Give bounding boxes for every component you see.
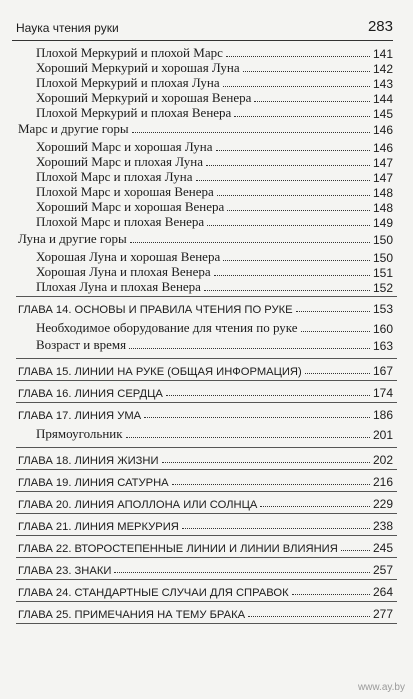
dot-leader — [130, 242, 370, 243]
toc-chapter-page: 277 — [372, 607, 393, 621]
dot-leader — [260, 506, 370, 507]
separator-line — [16, 358, 397, 359]
toc-entry-title: Хороший Меркурий и хорошая Луна — [36, 60, 240, 75]
toc-chapter-page: 238 — [372, 519, 393, 533]
toc-chapter-page: 264 — [372, 585, 393, 599]
toc-entry-title: Плохой Меркурий и плохая Венера — [36, 105, 232, 120]
toc-chapter-page: 186 — [372, 408, 393, 422]
dot-leader — [248, 616, 370, 617]
toc-entry-title: Плохой Марс и плохая Луна — [36, 169, 193, 184]
toc-chapter — [18, 472, 393, 489]
dot-leader — [182, 528, 370, 529]
running-title: Наука чтения руки — [16, 21, 119, 35]
toc-chapter-title: ГЛАВА 24. СТАНДАРТНЫЕ СЛУЧАИ ДЛЯ СПРАВОК — [18, 587, 289, 599]
toc-entry-page: 163 — [372, 339, 393, 353]
toc-entry-page: 150 — [372, 233, 393, 247]
toc-entry-title: Хороший Марс и хорошая Луна — [36, 139, 213, 154]
toc-entry — [36, 278, 393, 295]
separator-line — [16, 579, 397, 580]
toc-chapter-page: 153 — [372, 302, 393, 316]
toc-entry — [36, 336, 393, 353]
dot-leader — [223, 260, 370, 261]
toc-chapter-title: ГЛАВА 15. ЛИНИИ НА РУКЕ (ОБЩАЯ ИНФОРМАЦИЯ) — [18, 366, 302, 378]
toc-chapter — [18, 494, 393, 511]
toc-entry-page: 152 — [372, 281, 393, 295]
watermark: www.ay.by — [357, 682, 405, 693]
toc-chapter-title: ГЛАВА 16. ЛИНИЯ СЕРДЦА — [18, 388, 163, 400]
dot-leader — [301, 331, 370, 332]
dot-leader — [254, 101, 370, 102]
dot-leader — [305, 373, 370, 374]
toc-entry-page: 149 — [372, 216, 393, 230]
dot-leader — [204, 290, 370, 291]
toc-entry-title: Хороший Марс и плохая Луна — [36, 154, 203, 169]
toc-entry-title: Хорошая Луна и хорошая Венера — [36, 249, 221, 264]
toc-chapter-title: ГЛАВА 14. ОСНОВЫ И ПРАВИЛА ЧТЕНИЯ ПО РУКЕ — [18, 304, 293, 316]
toc-entry — [18, 120, 393, 137]
toc-chapter — [18, 299, 393, 316]
dot-leader — [206, 165, 370, 166]
toc-entry-title: Луна и другие горы — [18, 231, 127, 246]
dot-leader — [234, 116, 370, 117]
dot-leader — [227, 210, 370, 211]
dot-leader — [172, 484, 370, 485]
toc-chapter — [18, 604, 393, 621]
toc-chapter — [18, 405, 393, 422]
dot-leader — [126, 437, 370, 438]
dot-leader — [341, 550, 370, 551]
separator-line — [16, 402, 397, 403]
separator-line — [16, 623, 397, 624]
dot-leader — [223, 86, 370, 87]
dot-leader — [114, 572, 370, 573]
toc-entry-page: 148 — [372, 201, 393, 215]
dot-leader — [296, 311, 370, 312]
toc-chapter-page: 257 — [372, 563, 393, 577]
toc-chapter-title: ГЛАВА 23. ЗНАКИ — [18, 565, 112, 577]
separator-line — [16, 491, 397, 492]
toc-chapter — [18, 538, 393, 555]
toc-entry-title: Плохой Марс и хорошая Венера — [36, 184, 214, 199]
toc-chapter-page: 174 — [372, 386, 393, 400]
separator-line — [16, 535, 397, 536]
toc-chapter — [18, 560, 393, 577]
toc-entry-title: Хороший Меркурий и хорошая Венера — [36, 90, 252, 105]
toc-chapter — [18, 383, 393, 400]
toc-entry-title: Хороший Марс и хорошая Венера — [36, 199, 225, 214]
toc-chapter-page: 202 — [372, 453, 393, 467]
toc-entry-page: 147 — [372, 171, 393, 185]
separator-line — [16, 296, 397, 297]
dot-leader — [129, 348, 370, 349]
toc-entry-page: 146 — [372, 123, 393, 137]
toc-chapter-title: ГЛАВА 22. ВТОРОСТЕПЕННЫЕ ЛИНИИ И ЛИНИИ ВЛИЯНИЯ — [18, 543, 338, 555]
page-number: 283 — [367, 18, 393, 35]
toc-entry-page: 201 — [372, 428, 393, 442]
toc-entry-title: Плохой Меркурий и плохой Марс — [36, 45, 223, 60]
toc-chapter-page: 229 — [372, 497, 393, 511]
toc-chapter-page: 167 — [372, 364, 393, 378]
dot-leader — [216, 150, 370, 151]
dot-leader — [226, 56, 370, 57]
toc-entry-page: 160 — [372, 322, 393, 336]
toc-entry — [36, 104, 393, 121]
toc-entry-title: Плохая Луна и плохая Венера — [36, 279, 201, 294]
dot-leader — [162, 462, 370, 463]
toc-chapter-page: 216 — [372, 475, 393, 489]
dot-leader — [144, 417, 370, 418]
separator-line — [16, 557, 397, 558]
toc-entry-title: Необходимое оборудование для чтения по руке — [36, 320, 298, 335]
toc-entry-page: 141 — [372, 47, 393, 61]
toc-chapter-page: 245 — [372, 541, 393, 555]
dot-leader — [166, 395, 370, 396]
toc-entry-title: Плохой Марс и плохая Венера — [36, 214, 205, 229]
toc-entry-title: Плохой Меркурий и плохая Луна — [36, 75, 220, 90]
toc-chapter — [18, 582, 393, 599]
toc-chapter — [18, 361, 393, 378]
toc-entry-title: Марс и другие горы — [18, 121, 129, 136]
toc-entry-title: Хорошая Луна и плохая Венера — [36, 264, 211, 279]
dot-leader — [214, 275, 370, 276]
dot-leader — [196, 180, 370, 181]
toc-entry-page: 142 — [372, 62, 393, 76]
dot-leader — [217, 195, 370, 196]
toc-chapter-title: ГЛАВА 20. ЛИНИЯ АПОЛЛОНА ИЛИ СОЛНЦА — [18, 499, 258, 511]
dot-leader — [207, 225, 370, 226]
toc-chapter-title: ГЛАВА 18. ЛИНИЯ ЖИЗНИ — [18, 455, 159, 467]
separator-line — [16, 601, 397, 602]
toc-entry-page: 143 — [372, 77, 393, 91]
toc-entry-page: 146 — [372, 141, 393, 155]
separator-line — [16, 469, 397, 470]
toc-chapter-title: ГЛАВА 21. ЛИНИЯ МЕРКУРИЯ — [18, 521, 179, 533]
toc-entry — [36, 213, 393, 230]
toc-entry — [18, 230, 393, 247]
toc-entry-title: Прямоугольник — [36, 426, 123, 441]
toc-entry-page: 150 — [372, 251, 393, 265]
separator-line — [16, 380, 397, 381]
toc-chapter — [18, 516, 393, 533]
toc-entry-title: Возраст и время — [36, 337, 127, 352]
toc-entry — [36, 425, 393, 442]
dot-leader — [292, 594, 370, 595]
separator-line — [16, 513, 397, 514]
toc-entry-page: 147 — [372, 156, 393, 170]
separator-line — [16, 447, 397, 448]
toc-chapter-title: ГЛАВА 17. ЛИНИЯ УМА — [18, 410, 142, 422]
toc-entry-page: 148 — [372, 186, 393, 200]
toc-entry-page: 151 — [372, 266, 393, 280]
dot-leader — [243, 71, 370, 72]
toc-chapter-title: ГЛАВА 19. ЛИНИЯ САТУРНА — [18, 477, 169, 489]
toc-chapter — [18, 450, 393, 467]
toc-entry-page: 144 — [372, 92, 393, 106]
toc-entry — [36, 319, 393, 336]
dot-leader — [132, 132, 370, 133]
toc-chapter-title: ГЛАВА 25. ПРИМЕЧАНИЯ НА ТЕМУ БРАКА — [18, 609, 246, 621]
toc-entry-page: 145 — [372, 107, 393, 121]
running-header — [12, 18, 393, 41]
